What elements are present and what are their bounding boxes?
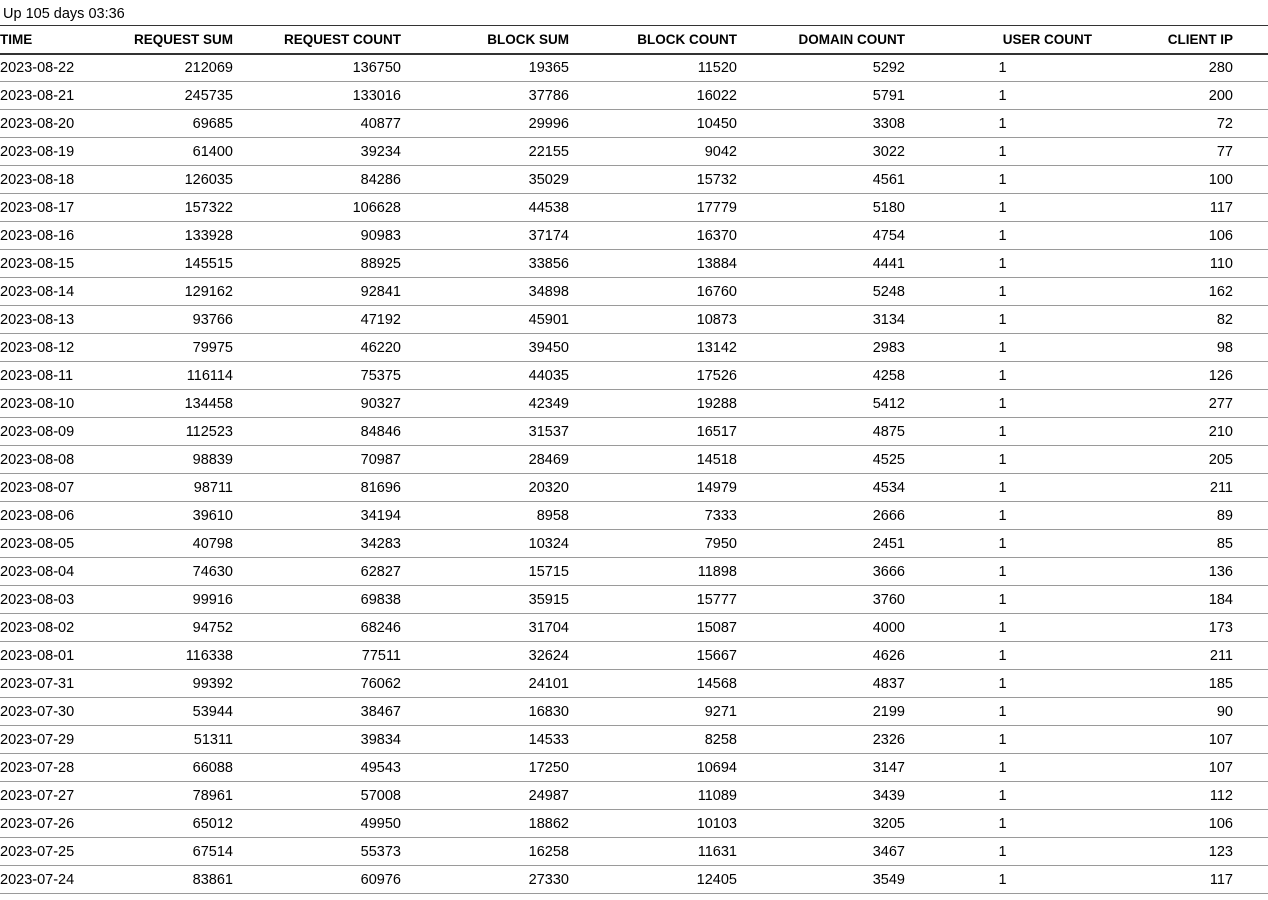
cell-request-sum: 245735 (90, 82, 237, 110)
cell-block-sum: 39450 (405, 334, 573, 362)
cell-domain-count: 3666 (741, 558, 909, 586)
cell-domain-count: 4534 (741, 474, 909, 502)
cell-user-count: 1 (909, 110, 1096, 138)
column-header-block-sum: BLOCK SUM (405, 26, 573, 54)
cell-domain-count: 4837 (741, 670, 909, 698)
cell-block-sum: 28469 (405, 446, 573, 474)
cell-domain-count: 3308 (741, 110, 909, 138)
cell-request-sum: 94752 (90, 614, 237, 642)
cell-request-sum: 79975 (90, 334, 237, 362)
cell-client-ip: 210 (1096, 418, 1268, 446)
cell-request-count: 84286 (237, 166, 405, 194)
cell-request-count: 34283 (237, 530, 405, 558)
cell-request-sum: 61400 (90, 138, 237, 166)
cell-request-sum: 51311 (90, 726, 237, 754)
cell-time: 2023-07-27 (0, 782, 90, 810)
table-row (0, 222, 1268, 250)
cell-block-sum: 37786 (405, 82, 573, 110)
cell-domain-count: 3147 (741, 754, 909, 782)
cell-time: 2023-08-21 (0, 82, 90, 110)
cell-request-sum: 157322 (90, 194, 237, 222)
cell-user-count: 1 (909, 362, 1096, 390)
cell-request-count: 40877 (237, 110, 405, 138)
cell-client-ip: 117 (1096, 866, 1268, 894)
table-row (0, 166, 1268, 194)
cell-request-count: 39234 (237, 138, 405, 166)
cell-time: 2023-08-03 (0, 586, 90, 614)
cell-user-count: 1 (909, 558, 1096, 586)
cell-block-sum: 15715 (405, 558, 573, 586)
cell-client-ip: 205 (1096, 446, 1268, 474)
cell-request-count: 88925 (237, 250, 405, 278)
cell-domain-count: 4875 (741, 418, 909, 446)
cell-client-ip: 136 (1096, 558, 1268, 586)
cell-block-sum: 37174 (405, 222, 573, 250)
cell-client-ip: 211 (1096, 642, 1268, 670)
cell-user-count: 1 (909, 698, 1096, 726)
cell-request-sum: 39610 (90, 502, 237, 530)
cell-domain-count: 4441 (741, 250, 909, 278)
cell-user-count: 1 (909, 138, 1096, 166)
cell-request-count: 49950 (237, 810, 405, 838)
table-row (0, 558, 1268, 586)
cell-request-sum: 40798 (90, 530, 237, 558)
cell-request-count: 60976 (237, 866, 405, 894)
cell-user-count: 1 (909, 726, 1096, 754)
cell-block-sum: 35029 (405, 166, 573, 194)
cell-block-sum: 45901 (405, 306, 573, 334)
table-body (0, 54, 1268, 894)
cell-client-ip: 82 (1096, 306, 1268, 334)
cell-block-count: 16517 (573, 418, 741, 446)
cell-block-sum: 44538 (405, 194, 573, 222)
cell-block-sum: 35915 (405, 586, 573, 614)
cell-domain-count: 4525 (741, 446, 909, 474)
cell-block-sum: 32624 (405, 642, 573, 670)
cell-request-sum: 67514 (90, 838, 237, 866)
cell-block-count: 10450 (573, 110, 741, 138)
cell-client-ip: 107 (1096, 754, 1268, 782)
cell-client-ip: 110 (1096, 250, 1268, 278)
cell-time: 2023-08-15 (0, 250, 90, 278)
table-row (0, 782, 1268, 810)
cell-request-count: 75375 (237, 362, 405, 390)
cell-user-count: 1 (909, 250, 1096, 278)
table-row (0, 82, 1268, 110)
cell-client-ip: 106 (1096, 222, 1268, 250)
table-row (0, 502, 1268, 530)
cell-user-count: 1 (909, 54, 1096, 82)
cell-domain-count: 5791 (741, 82, 909, 110)
cell-block-count: 14979 (573, 474, 741, 502)
cell-block-count: 15087 (573, 614, 741, 642)
table-row (0, 642, 1268, 670)
cell-domain-count: 3205 (741, 810, 909, 838)
cell-block-count: 17779 (573, 194, 741, 222)
cell-block-count: 16370 (573, 222, 741, 250)
cell-user-count: 1 (909, 194, 1096, 222)
cell-user-count: 1 (909, 306, 1096, 334)
cell-block-count: 9271 (573, 698, 741, 726)
cell-user-count: 1 (909, 278, 1096, 306)
cell-time: 2023-08-08 (0, 446, 90, 474)
cell-client-ip: 123 (1096, 838, 1268, 866)
cell-block-sum: 14533 (405, 726, 573, 754)
table-row (0, 614, 1268, 642)
cell-client-ip: 85 (1096, 530, 1268, 558)
cell-request-count: 68246 (237, 614, 405, 642)
cell-time: 2023-08-14 (0, 278, 90, 306)
cell-block-count: 12405 (573, 866, 741, 894)
cell-block-count: 7333 (573, 502, 741, 530)
cell-block-sum: 17250 (405, 754, 573, 782)
table-row (0, 698, 1268, 726)
cell-block-count: 11631 (573, 838, 741, 866)
cell-request-count: 81696 (237, 474, 405, 502)
cell-time: 2023-07-26 (0, 810, 90, 838)
cell-block-count: 16760 (573, 278, 741, 306)
cell-request-sum: 53944 (90, 698, 237, 726)
cell-domain-count: 2199 (741, 698, 909, 726)
cell-block-count: 10103 (573, 810, 741, 838)
cell-domain-count: 4754 (741, 222, 909, 250)
cell-user-count: 1 (909, 614, 1096, 642)
cell-user-count: 1 (909, 838, 1096, 866)
cell-time: 2023-08-07 (0, 474, 90, 502)
cell-user-count: 1 (909, 586, 1096, 614)
cell-client-ip: 98 (1096, 334, 1268, 362)
column-header-time: TIME (0, 26, 90, 54)
cell-block-count: 8258 (573, 726, 741, 754)
cell-request-count: 55373 (237, 838, 405, 866)
cell-time: 2023-07-28 (0, 754, 90, 782)
table-row (0, 754, 1268, 782)
cell-time: 2023-08-01 (0, 642, 90, 670)
table-header-row (0, 26, 1268, 54)
cell-client-ip: 173 (1096, 614, 1268, 642)
column-header-request-sum: REQUEST SUM (90, 26, 237, 54)
cell-domain-count: 5292 (741, 54, 909, 82)
cell-user-count: 1 (909, 754, 1096, 782)
cell-block-sum: 27330 (405, 866, 573, 894)
cell-time: 2023-08-20 (0, 110, 90, 138)
cell-request-count: 62827 (237, 558, 405, 586)
cell-block-count: 10873 (573, 306, 741, 334)
cell-block-count: 15777 (573, 586, 741, 614)
cell-block-count: 13142 (573, 334, 741, 362)
table-row (0, 474, 1268, 502)
cell-request-count: 92841 (237, 278, 405, 306)
cell-block-sum: 19365 (405, 54, 573, 82)
cell-time: 2023-08-02 (0, 614, 90, 642)
cell-time: 2023-08-13 (0, 306, 90, 334)
cell-request-count: 106628 (237, 194, 405, 222)
cell-request-count: 49543 (237, 754, 405, 782)
cell-request-sum: 126035 (90, 166, 237, 194)
cell-time: 2023-07-29 (0, 726, 90, 754)
cell-domain-count: 3439 (741, 782, 909, 810)
cell-client-ip: 211 (1096, 474, 1268, 502)
cell-block-sum: 8958 (405, 502, 573, 530)
cell-block-count: 10694 (573, 754, 741, 782)
cell-request-count: 76062 (237, 670, 405, 698)
cell-user-count: 1 (909, 502, 1096, 530)
cell-domain-count: 5248 (741, 278, 909, 306)
cell-user-count: 1 (909, 810, 1096, 838)
table-row (0, 670, 1268, 698)
cell-block-sum: 29996 (405, 110, 573, 138)
cell-block-sum: 24987 (405, 782, 573, 810)
cell-block-sum: 31537 (405, 418, 573, 446)
cell-domain-count: 3760 (741, 586, 909, 614)
cell-time: 2023-08-19 (0, 138, 90, 166)
cell-domain-count: 2666 (741, 502, 909, 530)
cell-domain-count: 4000 (741, 614, 909, 642)
table-row (0, 194, 1268, 222)
table-row (0, 586, 1268, 614)
cell-client-ip: 90 (1096, 698, 1268, 726)
cell-time: 2023-08-11 (0, 362, 90, 390)
cell-request-count: 136750 (237, 54, 405, 82)
cell-time: 2023-08-17 (0, 194, 90, 222)
cell-time: 2023-08-09 (0, 418, 90, 446)
cell-request-sum: 98839 (90, 446, 237, 474)
cell-request-sum: 133928 (90, 222, 237, 250)
cell-domain-count: 3134 (741, 306, 909, 334)
cell-time: 2023-08-10 (0, 390, 90, 418)
cell-domain-count: 4626 (741, 642, 909, 670)
cell-client-ip: 107 (1096, 726, 1268, 754)
column-header-request-count: REQUEST COUNT (237, 26, 405, 54)
cell-user-count: 1 (909, 334, 1096, 362)
cell-user-count: 1 (909, 82, 1096, 110)
cell-time: 2023-08-16 (0, 222, 90, 250)
cell-request-count: 133016 (237, 82, 405, 110)
cell-request-count: 84846 (237, 418, 405, 446)
cell-block-sum: 44035 (405, 362, 573, 390)
cell-time: 2023-08-05 (0, 530, 90, 558)
cell-client-ip: 162 (1096, 278, 1268, 306)
cell-request-sum: 116114 (90, 362, 237, 390)
cell-request-sum: 83861 (90, 866, 237, 894)
cell-block-sum: 34898 (405, 278, 573, 306)
cell-request-count: 39834 (237, 726, 405, 754)
table-row (0, 250, 1268, 278)
cell-block-count: 16022 (573, 82, 741, 110)
cell-user-count: 1 (909, 418, 1096, 446)
cell-request-count: 77511 (237, 642, 405, 670)
cell-time: 2023-08-18 (0, 166, 90, 194)
table-row (0, 390, 1268, 418)
cell-time: 2023-08-04 (0, 558, 90, 586)
cell-time: 2023-07-31 (0, 670, 90, 698)
cell-client-ip: 277 (1096, 390, 1268, 418)
column-header-domain-count: DOMAIN COUNT (741, 26, 909, 54)
cell-request-sum: 78961 (90, 782, 237, 810)
cell-domain-count: 2983 (741, 334, 909, 362)
uptime-status: Up 105 days 03:36 (3, 6, 125, 22)
column-header-user-count: USER COUNT (909, 26, 1096, 54)
cell-request-sum: 129162 (90, 278, 237, 306)
table-row (0, 110, 1268, 138)
cell-block-count: 7950 (573, 530, 741, 558)
cell-request-count: 38467 (237, 698, 405, 726)
table-row (0, 334, 1268, 362)
cell-user-count: 1 (909, 390, 1096, 418)
table-row (0, 838, 1268, 866)
cell-request-count: 69838 (237, 586, 405, 614)
table-row (0, 810, 1268, 838)
cell-request-sum: 99916 (90, 586, 237, 614)
cell-time: 2023-08-22 (0, 54, 90, 82)
table-row (0, 278, 1268, 306)
cell-domain-count: 5412 (741, 390, 909, 418)
cell-request-sum: 112523 (90, 418, 237, 446)
cell-client-ip: 106 (1096, 810, 1268, 838)
column-header-client-ip: CLIENT IP (1096, 26, 1268, 54)
cell-domain-count: 2451 (741, 530, 909, 558)
cell-domain-count: 3022 (741, 138, 909, 166)
cell-block-sum: 24101 (405, 670, 573, 698)
cell-domain-count: 4561 (741, 166, 909, 194)
cell-time: 2023-08-06 (0, 502, 90, 530)
cell-block-sum: 16258 (405, 838, 573, 866)
cell-block-sum: 22155 (405, 138, 573, 166)
cell-request-sum: 98711 (90, 474, 237, 502)
cell-request-sum: 145515 (90, 250, 237, 278)
cell-client-ip: 184 (1096, 586, 1268, 614)
cell-request-sum: 66088 (90, 754, 237, 782)
cell-client-ip: 89 (1096, 502, 1268, 530)
cell-request-sum: 99392 (90, 670, 237, 698)
cell-user-count: 1 (909, 166, 1096, 194)
cell-block-count: 9042 (573, 138, 741, 166)
cell-request-sum: 65012 (90, 810, 237, 838)
cell-block-count: 11520 (573, 54, 741, 82)
cell-block-count: 13884 (573, 250, 741, 278)
cell-block-sum: 18862 (405, 810, 573, 838)
cell-time: 2023-07-25 (0, 838, 90, 866)
cell-block-count: 14568 (573, 670, 741, 698)
cell-domain-count: 2326 (741, 726, 909, 754)
cell-block-count: 15667 (573, 642, 741, 670)
cell-user-count: 1 (909, 782, 1096, 810)
cell-user-count: 1 (909, 446, 1096, 474)
cell-request-sum: 212069 (90, 54, 237, 82)
cell-client-ip: 185 (1096, 670, 1268, 698)
cell-block-sum: 31704 (405, 614, 573, 642)
table-row (0, 446, 1268, 474)
cell-client-ip: 200 (1096, 82, 1268, 110)
cell-block-count: 14518 (573, 446, 741, 474)
cell-request-sum: 69685 (90, 110, 237, 138)
table-row (0, 138, 1268, 166)
cell-user-count: 1 (909, 866, 1096, 894)
cell-block-count: 11898 (573, 558, 741, 586)
cell-block-sum: 20320 (405, 474, 573, 502)
cell-domain-count: 3467 (741, 838, 909, 866)
cell-request-count: 46220 (237, 334, 405, 362)
cell-client-ip: 280 (1096, 54, 1268, 82)
cell-request-sum: 116338 (90, 642, 237, 670)
cell-request-sum: 134458 (90, 390, 237, 418)
cell-request-count: 90327 (237, 390, 405, 418)
cell-request-count: 57008 (237, 782, 405, 810)
cell-request-sum: 93766 (90, 306, 237, 334)
cell-block-count: 15732 (573, 166, 741, 194)
table-row (0, 418, 1268, 446)
table-row (0, 530, 1268, 558)
cell-client-ip: 100 (1096, 166, 1268, 194)
cell-block-count: 11089 (573, 782, 741, 810)
table-row (0, 362, 1268, 390)
cell-request-count: 34194 (237, 502, 405, 530)
cell-user-count: 1 (909, 474, 1096, 502)
table-row (0, 866, 1268, 894)
cell-user-count: 1 (909, 530, 1096, 558)
stats-table (0, 25, 1268, 894)
cell-client-ip: 117 (1096, 194, 1268, 222)
cell-user-count: 1 (909, 670, 1096, 698)
cell-domain-count: 5180 (741, 194, 909, 222)
cell-block-count: 17526 (573, 362, 741, 390)
cell-client-ip: 77 (1096, 138, 1268, 166)
cell-client-ip: 72 (1096, 110, 1268, 138)
cell-block-sum: 33856 (405, 250, 573, 278)
table-row (0, 306, 1268, 334)
table-row (0, 54, 1268, 82)
cell-request-count: 47192 (237, 306, 405, 334)
cell-client-ip: 126 (1096, 362, 1268, 390)
cell-client-ip: 112 (1096, 782, 1268, 810)
cell-request-count: 90983 (237, 222, 405, 250)
cell-time: 2023-08-12 (0, 334, 90, 362)
cell-request-sum: 74630 (90, 558, 237, 586)
cell-request-count: 70987 (237, 446, 405, 474)
cell-block-sum: 10324 (405, 530, 573, 558)
cell-domain-count: 4258 (741, 362, 909, 390)
cell-time: 2023-07-24 (0, 866, 90, 894)
cell-user-count: 1 (909, 222, 1096, 250)
cell-time: 2023-07-30 (0, 698, 90, 726)
cell-user-count: 1 (909, 642, 1096, 670)
cell-block-count: 19288 (573, 390, 741, 418)
cell-domain-count: 3549 (741, 866, 909, 894)
cell-block-sum: 42349 (405, 390, 573, 418)
table-row (0, 726, 1268, 754)
column-header-block-count: BLOCK COUNT (573, 26, 741, 54)
cell-block-sum: 16830 (405, 698, 573, 726)
